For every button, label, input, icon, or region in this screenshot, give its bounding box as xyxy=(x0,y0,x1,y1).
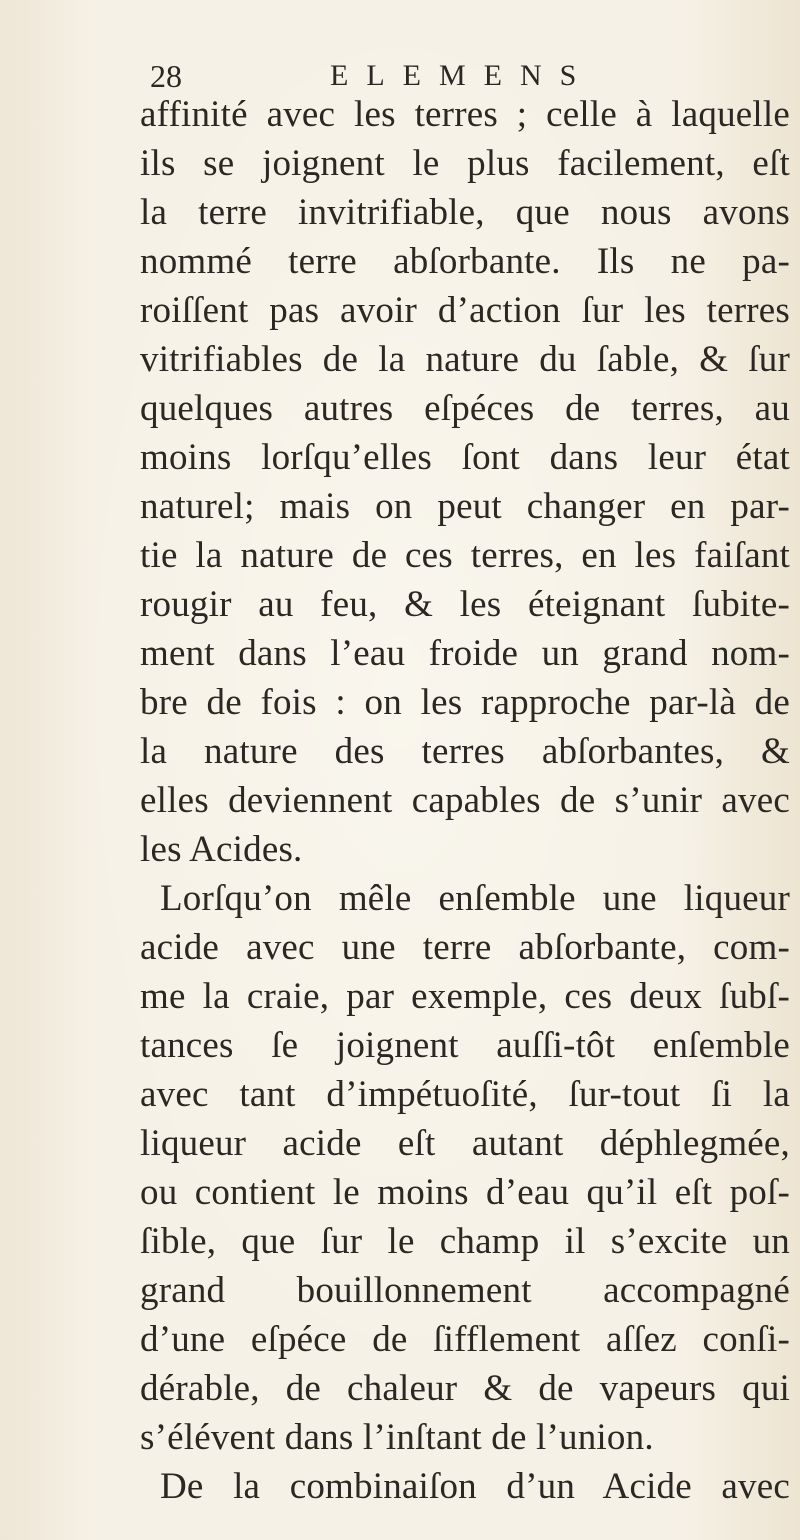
text-line: acide avec une terre abſorbante, com- xyxy=(140,927,790,968)
text-line: ſible, que ſur le champ il s’excite un xyxy=(140,1221,790,1262)
text-line: ils se joignent le plus facilement, eſt xyxy=(140,143,790,184)
text-line: roiſſent pas avoir d’action ſur les terres xyxy=(140,290,790,331)
text-line: grand bouillonnement accompagné xyxy=(140,1270,790,1311)
text-line: vitrifiables de la nature du ſable, & ſur xyxy=(140,339,790,380)
text-line: liqueur acide eſt autant déphlegmée, xyxy=(140,1123,790,1164)
body-text xyxy=(140,90,790,1511)
running-head: ELEMENS xyxy=(330,59,595,92)
text-line: la terre invitrifiable, que nous avons xyxy=(140,192,790,233)
text-line: d’une eſpéce de ſifflement aſſez conſi- xyxy=(140,1319,790,1360)
text-line: me la craie, par exemple, ces deux ſubſ- xyxy=(140,976,790,1017)
text-line: ou contient le moins d’eau qu’il eſt poſ- xyxy=(140,1172,790,1213)
text-line: avec tant d’impétuoſité, ſur-tout ſi la xyxy=(140,1074,790,1115)
text-line: la nature des terres abſorbantes, & xyxy=(140,731,790,772)
text-line: rougir au feu, & les éteignant ſubite- xyxy=(140,584,790,625)
text-line: nommé terre abſorbante. Ils ne pa- xyxy=(140,241,790,282)
page-number: 28 xyxy=(150,58,182,94)
paragraph-start-line: De la combinaiſon d’un Acide avec xyxy=(160,1466,790,1507)
paragraph-end-line: s’élévent dans l’inſtant de l’union. xyxy=(140,1417,654,1458)
text-line: bre de fois : on les rapproche par-là de xyxy=(140,682,790,723)
paragraph-start-line: Lorſqu’on mêle enſemble une liqueur xyxy=(160,878,790,919)
text-line: quelques autres eſpéces de terres, au xyxy=(140,388,790,429)
text-line: ment dans l’eau froide un grand nom- xyxy=(140,633,790,674)
text-line: moins lorſqu’elles ſont dans leur état xyxy=(140,437,790,478)
text-line: tances ſe joignent auſſi-tôt enſemble xyxy=(140,1025,790,1066)
text-line: affinité avec les terres ; celle à laquelle xyxy=(140,94,790,135)
text-line: dérable, de chaleur & de vapeurs qui xyxy=(140,1368,790,1409)
text-line: naturel; mais on peut changer en par- xyxy=(140,486,790,527)
text-line: elles deviennent capables de s’unir avec xyxy=(140,780,790,821)
paragraph-end-line: les Acides. xyxy=(140,829,303,870)
text-line: tie la nature de ces terres, en les faiſant xyxy=(140,535,790,576)
